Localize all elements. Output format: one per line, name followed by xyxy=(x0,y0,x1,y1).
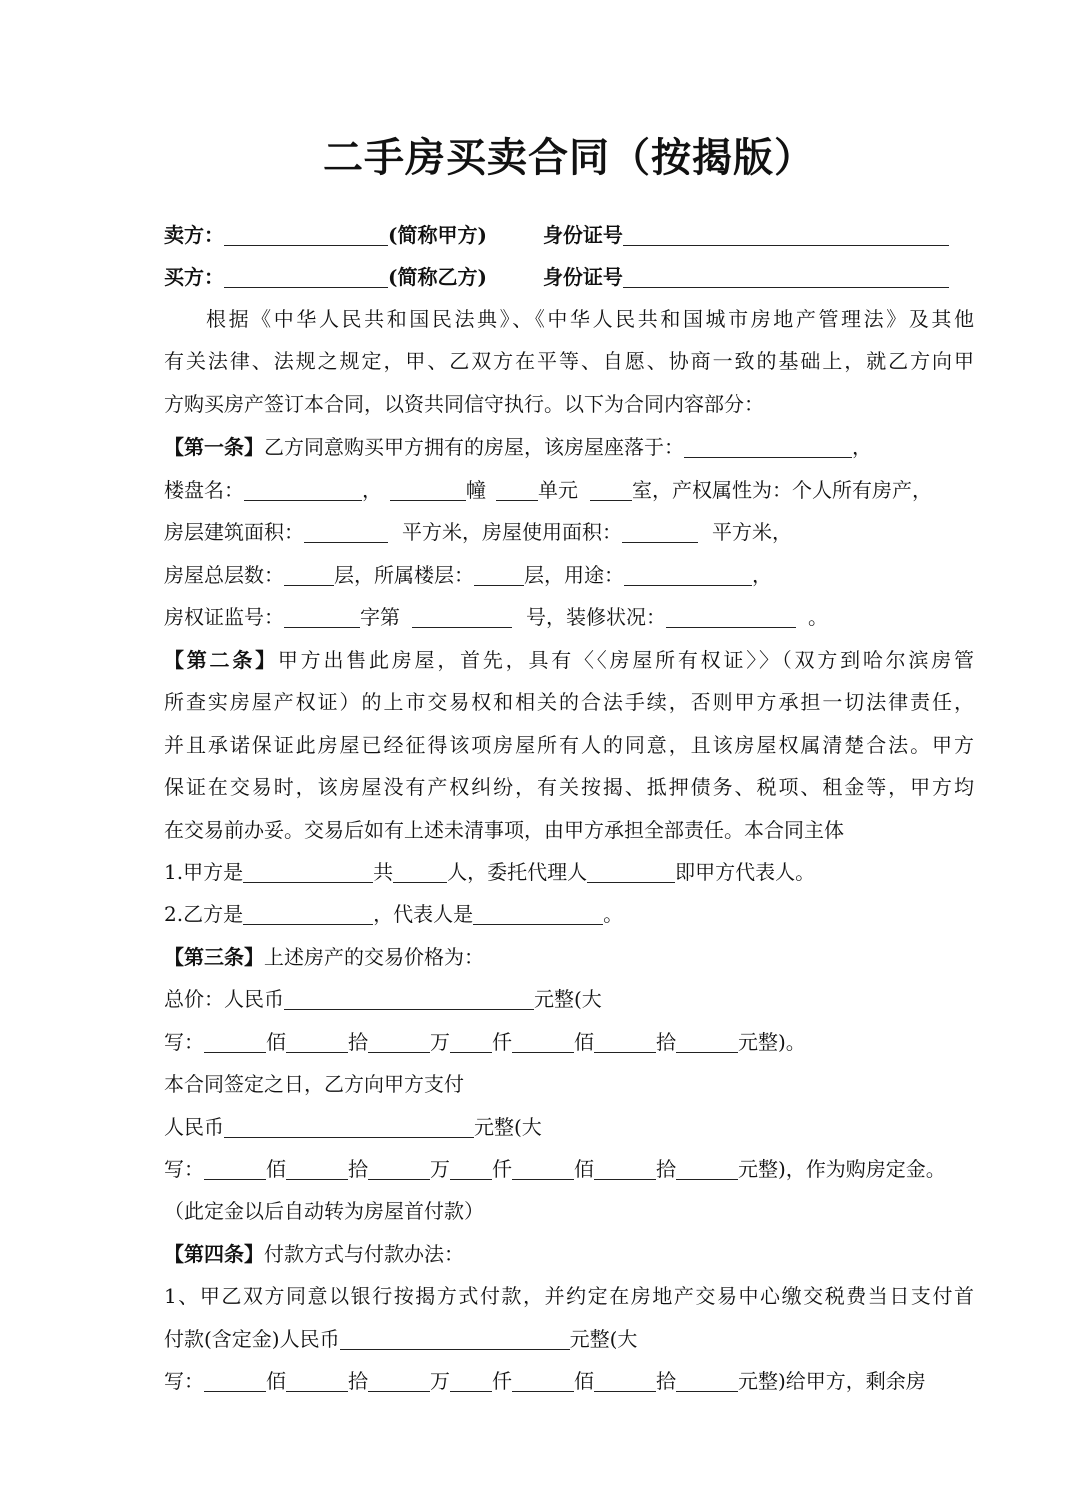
article3-heading: 【第三条】 xyxy=(164,945,264,969)
dep-shi2-blank[interactable] xyxy=(594,1157,656,1180)
amount-shi-blank[interactable] xyxy=(286,1030,348,1053)
amount-wan-blank[interactable] xyxy=(368,1030,430,1053)
certificate-prefix-blank[interactable] xyxy=(284,605,360,628)
total-price-line xyxy=(164,985,974,1013)
dp-shi-blank[interactable] xyxy=(286,1369,348,1392)
unit-blank[interactable] xyxy=(496,478,538,501)
dp-unit-bai: 佰 xyxy=(266,1369,286,1393)
preamble-line-3: 方购买房产签订本合同，以资共同信守执行。以下为合同内容部分： xyxy=(164,392,764,416)
decoration-blank[interactable] xyxy=(666,605,796,628)
article1-heading: 【第一条】 xyxy=(164,435,264,459)
preamble-line-1: 根据《中华人民共和国民法典》、《中华人民共和国城市房地产管理法》及其他 xyxy=(206,307,974,331)
agent-blank[interactable] xyxy=(587,860,675,883)
dep-unit-wan: 万 xyxy=(430,1157,450,1181)
article1-line-3 xyxy=(164,518,974,546)
usage-label: 层，用途： xyxy=(524,563,624,587)
down-payment-label: 付款(含定金)人民币 xyxy=(164,1327,340,1351)
amount-shi2-blank[interactable] xyxy=(594,1030,656,1053)
dp-wan-blank[interactable] xyxy=(368,1369,430,1392)
dep-qian-blank[interactable] xyxy=(450,1157,492,1180)
write-label-3: 写： xyxy=(164,1369,204,1393)
unit-shi: 拾 xyxy=(348,1030,368,1054)
deposit-words-line xyxy=(164,1155,974,1183)
build-area-label: 房层建筑面积： xyxy=(164,520,304,544)
estate-name-label: 楼盘名： xyxy=(164,478,244,502)
party-a-total-label: 共 xyxy=(373,860,394,884)
dep-yuan-blank[interactable] xyxy=(676,1157,738,1180)
deposit-end-text: 元整)，作为购房定金。 xyxy=(738,1157,946,1181)
representative-period: 。 xyxy=(603,902,624,926)
article1-line-2 xyxy=(164,476,974,504)
deposit-rmb-label: 人民币 xyxy=(164,1115,224,1139)
seller-label: 卖方： xyxy=(164,223,224,247)
room-label: 室，产权属性为：个人所有房产， xyxy=(632,478,932,502)
buyer-name-blank[interactable] xyxy=(224,265,388,288)
usage-blank[interactable] xyxy=(624,563,752,586)
write-label: 写： xyxy=(164,1030,204,1054)
article3-line-1 xyxy=(164,943,974,971)
article1-comma: ， xyxy=(852,435,872,459)
article1-text: 乙方同意购买甲方拥有的房屋，该房屋座落于： xyxy=(264,435,684,459)
unit-yuan-end: 元整)。 xyxy=(738,1030,806,1054)
down-payment-words-line xyxy=(164,1367,974,1395)
certificate-label: 房权证监号： xyxy=(164,605,284,629)
article4-heading: 【第四条】 xyxy=(164,1242,264,1266)
down-payment-end-text: 元整)给甲方，剩余房 xyxy=(738,1369,926,1393)
article2-line-2: 所查实房屋产权证）的上市交易权和相关的合法手续，否则甲方承担一切法律责任， xyxy=(164,690,974,714)
total-floors-label: 房屋总层数： xyxy=(164,563,284,587)
building-label: 幢 xyxy=(466,478,486,502)
total-price-suffix: 元整(大 xyxy=(534,987,602,1011)
down-payment-blank[interactable] xyxy=(340,1327,570,1350)
down-payment-suffix: 元整(大 xyxy=(569,1327,638,1351)
unit-shi-2: 拾 xyxy=(656,1030,676,1054)
buyer-id-label: 身份证号 xyxy=(542,265,623,289)
article2-item-2 xyxy=(164,900,974,928)
floor-blank[interactable] xyxy=(474,563,524,586)
party-b-label: 2.乙方是 xyxy=(164,902,244,926)
seller-id-blank[interactable] xyxy=(623,223,949,246)
buyer-line xyxy=(164,263,974,291)
agent-suffix: 即甲方代表人。 xyxy=(675,860,816,884)
use-area-label: 平方米，房屋使用面积： xyxy=(402,520,622,544)
dp-bai-blank[interactable] xyxy=(204,1369,266,1392)
seller-name-blank[interactable] xyxy=(224,223,388,246)
article2-line-5: 在交易前办妥。交易后如有上述未清事项，由甲方承担全部责任。本合同主体 xyxy=(164,818,844,842)
dp-bai2-blank[interactable] xyxy=(512,1369,574,1392)
total-price-label: 总价：人民币 xyxy=(164,987,284,1011)
article3-text: 上述房产的交易价格为： xyxy=(264,945,484,969)
dp-yuan-blank[interactable] xyxy=(676,1369,738,1392)
dep-unit-shi: 拾 xyxy=(348,1157,368,1181)
dp-qian-blank[interactable] xyxy=(450,1369,492,1392)
dp-unit-shi-2: 拾 xyxy=(656,1369,676,1393)
dp-unit-qian: 仟 xyxy=(492,1369,512,1393)
article1-line-1 xyxy=(164,433,974,461)
article2-line-4: 保证在交易时，该房屋没有产权纠纷，有关按揭、抵押债务、税项、租金等，甲方均 xyxy=(164,775,974,799)
dep-unit-qian: 仟 xyxy=(492,1157,512,1181)
write-label-2: 写： xyxy=(164,1157,204,1181)
total-price-words-line xyxy=(164,1028,974,1056)
use-area-blank[interactable] xyxy=(622,520,698,543)
floor-label: 层，所属楼层： xyxy=(334,563,474,587)
dp-shi2-blank[interactable] xyxy=(594,1369,656,1392)
article2-line-3: 并且承诺保证此房屋已经征得该项房屋所有人的同意，且该房屋权属清楚合法。甲方 xyxy=(164,733,974,757)
sqm-label: 平方米， xyxy=(712,520,792,544)
deposit-suffix: 元整(大 xyxy=(474,1115,542,1139)
article1-line-4 xyxy=(164,561,974,589)
dp-unit-bai-2: 佰 xyxy=(574,1369,594,1393)
room-blank[interactable] xyxy=(590,478,632,501)
party-a-label: 1.甲方是 xyxy=(164,860,244,884)
seller-id-label: 身份证号 xyxy=(542,223,623,247)
sep-comma: ， xyxy=(362,478,382,502)
amount-yuan-blank[interactable] xyxy=(676,1030,738,1053)
amount-qian-blank[interactable] xyxy=(450,1030,492,1053)
dp-unit-shi: 拾 xyxy=(348,1369,368,1393)
dep-shi-blank[interactable] xyxy=(286,1157,348,1180)
unit-bai: 佰 xyxy=(266,1030,286,1054)
unit-bai-2: 佰 xyxy=(574,1030,594,1054)
down-payment-line xyxy=(164,1325,974,1353)
dp-unit-wan: 万 xyxy=(430,1369,450,1393)
total-floors-blank[interactable] xyxy=(284,563,334,586)
amount-bai2-blank[interactable] xyxy=(512,1030,574,1053)
decoration-period: 。 xyxy=(808,605,828,629)
article1-line-5 xyxy=(164,603,974,631)
party-a-count-blank[interactable] xyxy=(393,860,447,883)
property-location-blank[interactable] xyxy=(684,435,852,458)
certificate-zi-label: 字第 xyxy=(360,605,400,629)
unit-wan: 万 xyxy=(430,1030,450,1054)
buyer-alias: (简称乙方) xyxy=(388,265,487,289)
representative-label: ，代表人是 xyxy=(373,902,474,926)
deposit-amount-blank[interactable] xyxy=(224,1115,474,1138)
seller-alias: (简称甲方) xyxy=(388,223,487,247)
seller-line xyxy=(164,221,974,249)
article2-heading: 【第二条】 xyxy=(164,648,278,672)
unit-label: 单元 xyxy=(538,478,578,502)
party-b-blank[interactable] xyxy=(243,902,373,925)
dep-bai2-blank[interactable] xyxy=(512,1157,574,1180)
buyer-id-blank[interactable] xyxy=(623,265,949,288)
preamble-line-2: 有关法律、法规之规定，甲、乙双方在平等、自愿、协商一致的基础上，就乙方向甲 xyxy=(164,349,974,373)
article2-text-1: 甲方出售此房屋，首先，具有〈〈房屋所有权证〉〉（双方到哈尔滨房管 xyxy=(277,648,974,672)
deposit-line-2 xyxy=(164,1113,974,1141)
dep-wan-blank[interactable] xyxy=(368,1157,430,1180)
agent-label: 人，委托代理人 xyxy=(447,860,588,884)
article4-text: 付款方式与付款办法： xyxy=(264,1242,464,1266)
representative-blank[interactable] xyxy=(473,902,603,925)
party-a-blank[interactable] xyxy=(243,860,373,883)
unit-qian: 仟 xyxy=(492,1030,512,1054)
dep-unit-bai-2: 佰 xyxy=(574,1157,594,1181)
decoration-label: 号，装修状况： xyxy=(526,605,666,629)
total-price-blank[interactable] xyxy=(284,987,534,1010)
dep-unit-bai: 佰 xyxy=(266,1157,286,1181)
estate-name-blank[interactable] xyxy=(244,478,362,501)
document-title: 二手房买卖合同（按揭版） xyxy=(323,135,815,181)
buyer-label: 买方： xyxy=(164,265,224,289)
article2-item-1 xyxy=(164,858,974,886)
certificate-number-blank[interactable] xyxy=(412,605,512,628)
build-area-blank[interactable] xyxy=(304,520,388,543)
article2-line-1 xyxy=(164,646,974,674)
article4-line-1 xyxy=(164,1240,974,1268)
deposit-line-1: 本合同签定之日，乙方向甲方支付 xyxy=(164,1072,464,1096)
dep-unit-shi-2: 拾 xyxy=(656,1157,676,1181)
amount-bai-blank[interactable] xyxy=(204,1030,266,1053)
deposit-note: （此定金以后自动转为房屋首付款） xyxy=(164,1199,484,1223)
building-blank[interactable] xyxy=(390,478,466,501)
usage-comma: ， xyxy=(752,563,772,587)
dep-bai-blank[interactable] xyxy=(204,1157,266,1180)
article4-paragraph-1: 1、甲乙双方同意以银行按揭方式付款，并约定在房地产交易中心缴交税费当日支付首 xyxy=(164,1284,974,1308)
